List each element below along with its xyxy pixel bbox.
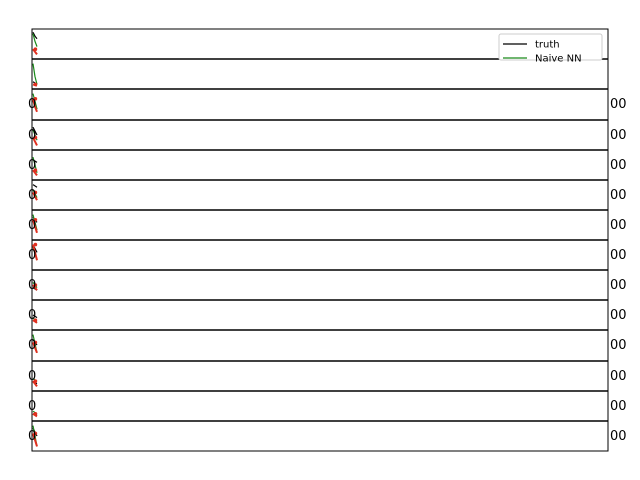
right-tick-label: 00 <box>610 158 627 173</box>
panel-6 <box>32 210 608 233</box>
left-tick-label: 0 <box>28 97 37 112</box>
series-model-point <box>34 243 38 247</box>
panel-4 <box>32 150 608 175</box>
panel-9 <box>32 300 608 323</box>
left-tick-label: 0 <box>28 338 37 353</box>
panel-7 <box>32 240 608 260</box>
panel-8 <box>32 270 608 290</box>
right-tick-label: 00 <box>610 338 627 353</box>
series-truth-line <box>33 185 37 188</box>
right-tick-label: 00 <box>610 128 627 143</box>
left-tick-label: 0 <box>28 248 37 263</box>
legend <box>499 34 602 65</box>
series-naive-nn-line <box>33 64 37 85</box>
left-tick-label: 0 <box>28 158 37 173</box>
left-tick-label: 0 <box>28 188 37 203</box>
panel-1 <box>32 59 608 86</box>
left-tick-label: 0 <box>28 218 37 233</box>
right-tick-label: 00 <box>610 278 627 293</box>
right-tick-label: 00 <box>610 248 627 263</box>
panel-5 <box>32 180 608 200</box>
series-model-point <box>34 47 38 51</box>
panel-13 <box>32 421 608 446</box>
panel-12 <box>32 391 608 416</box>
panel-3 <box>32 120 608 145</box>
legend-label-truth: truth <box>535 39 560 51</box>
right-tick-label: 00 <box>610 97 627 112</box>
left-tick-label: 0 <box>28 308 37 323</box>
left-tick-label: 0 <box>28 429 37 444</box>
right-tick-label: 00 <box>610 188 627 203</box>
left-tick-label: 0 <box>28 128 37 143</box>
panels-layer <box>32 29 608 451</box>
panel-10 <box>32 330 608 353</box>
panel-11 <box>32 361 608 386</box>
right-tick-label: 00 <box>610 429 627 444</box>
right-tick-label: 00 <box>610 369 627 384</box>
panel-0 <box>33 32 37 54</box>
left-tick-label: 0 <box>28 278 37 293</box>
legend-label-naive-nn: Naive NN <box>535 53 582 65</box>
right-tick-label: 00 <box>610 308 627 323</box>
left-tick-label: 0 <box>28 399 37 414</box>
panel-2 <box>32 89 608 112</box>
series-model-point <box>34 83 38 87</box>
right-tick-label: 00 <box>610 218 627 233</box>
left-tick-label: 0 <box>28 369 37 384</box>
right-tick-label: 00 <box>610 399 627 414</box>
